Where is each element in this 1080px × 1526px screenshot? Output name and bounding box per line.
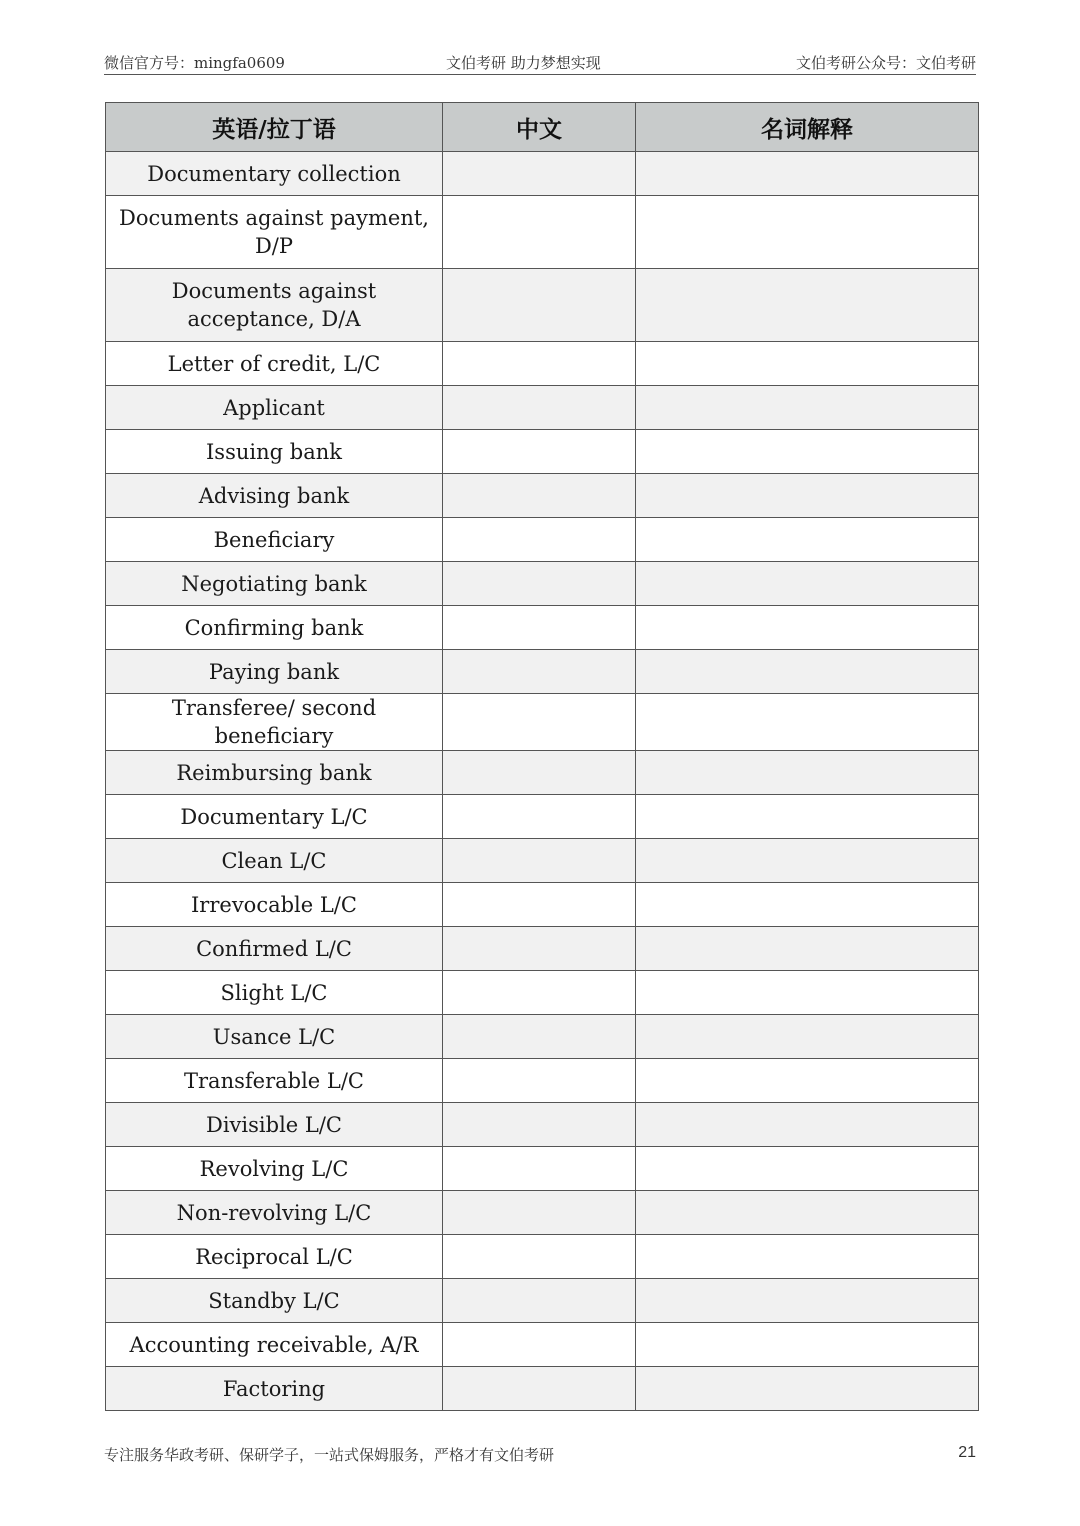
table-row <box>106 606 979 650</box>
explanation-cell <box>636 650 979 694</box>
chinese-cell <box>443 1015 636 1059</box>
chinese-cell <box>443 1235 636 1279</box>
term-cell: Documentary collection <box>106 152 443 196</box>
explanation-cell <box>636 1147 979 1191</box>
term-cell: Slight L/C <box>106 971 443 1015</box>
chinese-cell <box>443 430 636 474</box>
chinese-cell <box>443 1279 636 1323</box>
explanation-cell <box>636 839 979 883</box>
term-cell: Documents against payment, D/P <box>106 196 443 269</box>
table-row <box>106 1191 979 1235</box>
table-row <box>106 430 979 474</box>
explanation-cell <box>636 562 979 606</box>
column-header-explanation: 名词解释 <box>636 103 979 152</box>
term-cell: Beneficiary <box>106 518 443 562</box>
chinese-cell <box>443 606 636 650</box>
term-cell: Revolving L/C <box>106 1147 443 1191</box>
explanation-cell <box>636 269 979 342</box>
glossary-table <box>105 102 979 1411</box>
table-row <box>106 1279 979 1323</box>
chinese-cell <box>443 927 636 971</box>
header-motto: 文伯考研 助力梦想实现 <box>446 54 601 72</box>
chinese-cell <box>443 1323 636 1367</box>
term-cell: Standby L/C <box>106 1279 443 1323</box>
chinese-cell <box>443 474 636 518</box>
term-cell: Clean L/C <box>106 839 443 883</box>
table-row <box>106 1059 979 1103</box>
page-number: 21 <box>958 1444 976 1461</box>
term-cell: Documents against acceptance, D/A <box>106 269 443 342</box>
explanation-cell <box>636 751 979 795</box>
term-cell: Letter of credit, L/C <box>106 342 443 386</box>
term-cell: Reimbursing bank <box>106 751 443 795</box>
term-cell: Accounting receivable, A/R <box>106 1323 443 1367</box>
explanation-cell <box>636 606 979 650</box>
footer-slogan: 专注服务华政考研、保研学子，一站式保姆服务，严格才有文伯考研 <box>104 1446 555 1464</box>
table-row <box>106 152 979 196</box>
column-header-term: 英语/拉丁语 <box>106 103 443 152</box>
chinese-cell <box>443 883 636 927</box>
term-cell: Transferable L/C <box>106 1059 443 1103</box>
table-row <box>106 971 979 1015</box>
term-cell: Irrevocable L/C <box>106 883 443 927</box>
header-public-account: 文伯考研公众号：文伯考研 <box>795 54 976 72</box>
chinese-cell <box>443 152 636 196</box>
glossary-body <box>106 152 979 1411</box>
chinese-cell <box>443 386 636 430</box>
chinese-cell <box>443 518 636 562</box>
table-header-row <box>106 103 979 152</box>
table-row <box>106 883 979 927</box>
explanation-cell <box>636 883 979 927</box>
explanation-cell <box>636 971 979 1015</box>
table-row <box>106 694 979 751</box>
explanation-cell <box>636 927 979 971</box>
table-row <box>106 927 979 971</box>
term-cell: Applicant <box>106 386 443 430</box>
chinese-cell <box>443 795 636 839</box>
term-cell: Documentary L/C <box>106 795 443 839</box>
chinese-cell <box>443 1367 636 1411</box>
chinese-cell <box>443 1059 636 1103</box>
explanation-cell <box>636 1279 979 1323</box>
explanation-cell <box>636 152 979 196</box>
table-row <box>106 1367 979 1411</box>
table-row <box>106 1235 979 1279</box>
term-cell: Reciprocal L/C <box>106 1235 443 1279</box>
explanation-cell <box>636 1367 979 1411</box>
chinese-cell <box>443 1103 636 1147</box>
chinese-cell <box>443 196 636 269</box>
explanation-cell <box>636 1059 979 1103</box>
term-cell: Divisible L/C <box>106 1103 443 1147</box>
chinese-cell <box>443 269 636 342</box>
table-row <box>106 839 979 883</box>
term-cell: Confirming bank <box>106 606 443 650</box>
table-row <box>106 518 979 562</box>
table-row <box>106 474 979 518</box>
chinese-cell <box>443 650 636 694</box>
chinese-cell <box>443 694 636 751</box>
term-cell: Confirmed L/C <box>106 927 443 971</box>
explanation-cell <box>636 1015 979 1059</box>
explanation-cell <box>636 474 979 518</box>
table-row <box>106 196 979 269</box>
table-row <box>106 269 979 342</box>
explanation-cell <box>636 1103 979 1147</box>
explanation-cell <box>636 518 979 562</box>
term-cell: Transferee/ second beneficiary <box>106 694 443 751</box>
term-cell: Factoring <box>106 1367 443 1411</box>
explanation-cell <box>636 342 979 386</box>
table-row <box>106 386 979 430</box>
chinese-cell <box>443 751 636 795</box>
header-wechat-id: 微信官方号：mingfa0609 <box>104 54 285 72</box>
chinese-cell <box>443 342 636 386</box>
explanation-cell <box>636 1235 979 1279</box>
chinese-cell <box>443 971 636 1015</box>
table-row <box>106 795 979 839</box>
term-cell: Paying bank <box>106 650 443 694</box>
term-cell: Usance L/C <box>106 1015 443 1059</box>
term-cell: Advising bank <box>106 474 443 518</box>
explanation-cell <box>636 196 979 269</box>
chinese-cell <box>443 562 636 606</box>
table-row <box>106 1015 979 1059</box>
table-row <box>106 1103 979 1147</box>
explanation-cell <box>636 430 979 474</box>
term-cell: Issuing bank <box>106 430 443 474</box>
explanation-cell <box>636 694 979 751</box>
table-row <box>106 562 979 606</box>
term-cell: Negotiating bank <box>106 562 443 606</box>
chinese-cell <box>443 1147 636 1191</box>
explanation-cell <box>636 795 979 839</box>
term-cell: Non-revolving L/C <box>106 1191 443 1235</box>
chinese-cell <box>443 1191 636 1235</box>
table-row <box>106 650 979 694</box>
page-header <box>104 48 976 75</box>
table-row <box>106 1323 979 1367</box>
table-row <box>106 342 979 386</box>
chinese-cell <box>443 839 636 883</box>
table-row <box>106 751 979 795</box>
explanation-cell <box>636 1191 979 1235</box>
table-row <box>106 1147 979 1191</box>
explanation-cell <box>636 1323 979 1367</box>
explanation-cell <box>636 386 979 430</box>
column-header-chinese: 中文 <box>443 103 636 152</box>
